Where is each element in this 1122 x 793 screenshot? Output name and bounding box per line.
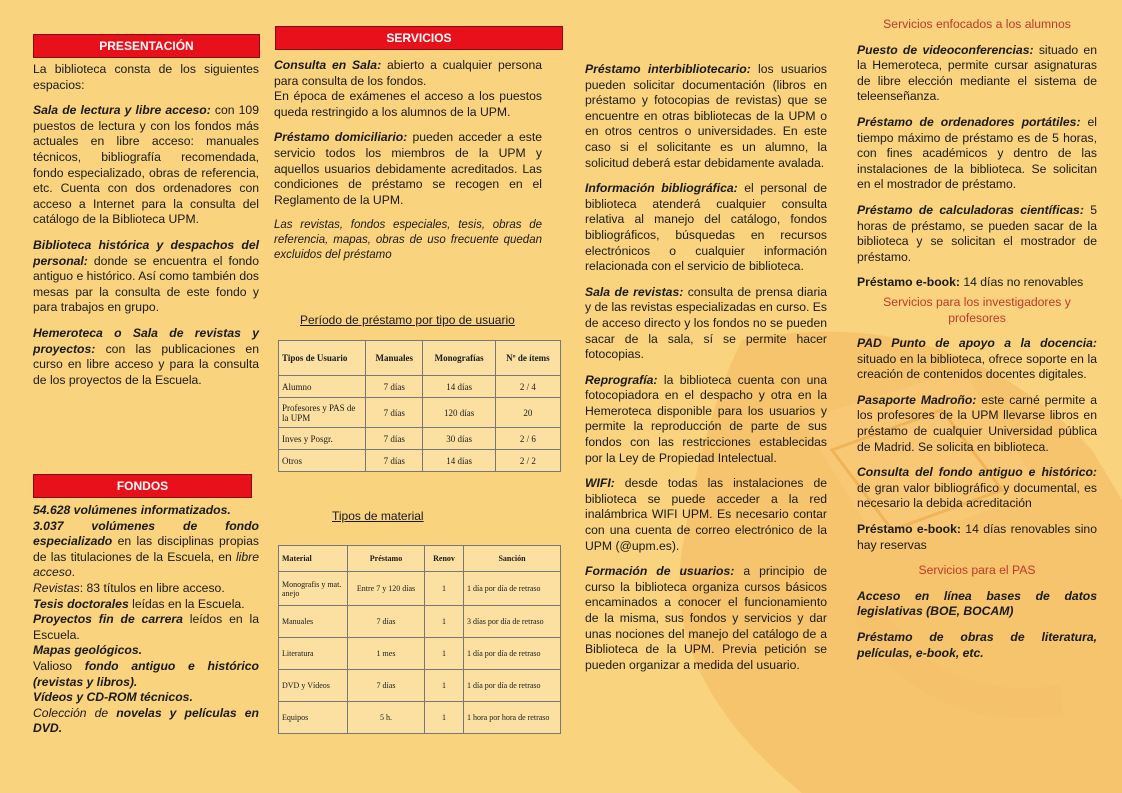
hemeroteca-paragraph [33,326,259,388]
table-cell: 3 días por día de retraso [464,606,561,638]
table-cell: Otros [279,450,366,472]
table-cell: 2 / 2 [495,450,560,472]
fondos-item [33,659,259,690]
table-cell: 30 días [423,428,495,450]
investigadores-section-title: Servicios para los investigadores y profesores [883,294,1071,325]
table-cell: 1 mes [348,638,425,670]
table-row [279,398,561,428]
fondos-novelas: novelas y películas en DVD. [33,705,259,736]
table-row [279,428,561,450]
servicios-section [274,58,542,273]
fondos-volumenes: 54.628 volúmenes informatizados. [33,503,231,517]
ebook-profesores-paragraph [857,522,1097,553]
interbibliotecario-text: los usuarios pueden solicitar documentación (libros en préstamo y fotocopias de revistas) que se encuentre en otras bibliotecas de la UPM o en otros centros o universidades. En este caso si el solicitante es un alumno, la solicitud deberá estar debidamente avalada. [585,62,827,170]
table-cell: 7 días [348,670,425,702]
wifi-paragraph [585,476,827,554]
alumnos-section-title: Servicios enfocados a los alumnos [883,17,1071,31]
table-header-cell: Renov [425,546,464,572]
fondos-videos: Vídeos y CD-ROM técnicos. [33,690,193,705]
material-types-table [278,545,561,734]
table-cell: 5 h. [348,702,425,734]
table-header-cell: Nº de ítems [495,341,560,376]
consulta-sala-paragraph-2: En época de exámenes el acceso a los puestos queda restringido a los alumnos de la UPM. [274,89,542,119]
wifi-label: WIFI: [585,476,615,491]
table-row [279,670,561,702]
table-cell: Entre 7 y 120 días [348,572,425,606]
table-cell: 7 días [366,450,423,472]
portatiles-label: Préstamo de ordenadores portátiles: [857,114,1081,129]
pasaporte-text: este carné permite a los profesores de la UPM llevarse libros en préstamo de cualquier Universidad pública de Madrid. Se solicita en biblioteca. [857,392,1097,454]
servicios-continued-section [585,62,827,683]
ebook-alumnos-paragraph [857,275,1097,291]
table-cell: Manuales [279,606,348,638]
table-header-cell: Préstamo [348,546,425,572]
fondos-item [33,643,259,659]
ebook-alumnos-label: Préstamo e-book: [857,275,960,290]
table-row [279,702,561,734]
pasaporte-label: Pasaporte Madroño: [857,392,977,407]
formacion-paragraph [585,564,827,673]
formacion-text: a principio de curso la biblioteca organiza cursos básicos encaminados a conocer el funcionamiento de la misma, sus fondos y servicios y dar unas nociones del manejo del catálogo de a Biblioteca de la UPM. Previa petición se pueden organizar a medida del usuario. [585,564,827,672]
table-row [279,638,561,670]
bases-datos-paragraph [857,589,1097,620]
table-row [279,606,561,638]
ebook-profesores-text: 14 días renovables sino hay reservas [857,522,1097,552]
sala-revistas-text: consulta de prensa diaria y de las revistas especializadas en curso. Es de acceso directo y los fondos no se pueden sacar de la sala, sí se permite hacer fotocopias. [585,284,827,362]
fondo-antiguo-text: de gran valor bibliográfico y documental, es necesario la debida acreditación [857,480,1097,511]
fondos-especializado-text: en las disciplinas propias de las titulaciones de la Escuela, en [33,534,259,564]
table-cell: Profesores y PAS de la UPM [279,398,366,428]
biblioteca-historica-label: Biblioteca histórica y despachos del personal: [33,237,259,268]
calculadoras-text: 5 horas de préstamo, se pueden sacar de la biblioteca y se solicitan el mostrador de préstamo. [857,202,1097,264]
table-header-cell: Sanción [464,546,561,572]
fondos-tesis-text: leídas en la Escuela. [128,596,245,611]
presentacion-banner: PRESENTACIÓN [33,34,260,58]
informacion-label: Información bibliográfica: [585,181,738,196]
table-cell: 1 [425,702,464,734]
fondos-item [33,597,259,613]
videoconferencias-paragraph [857,43,1097,105]
fondos-item [33,690,259,706]
interbibliotecario-label: Préstamo interbibliotecario: [585,62,751,76]
fondos-tesis-label: Tesis doctorales [33,596,129,611]
sala-lectura-text: con 109 puestos de lectura y con los fondos más actuales en libre acceso: manuales técnicos, bibliografía recomendada, fondo especializado, obras de referencia, etc. Cuenta con dos ordenadores con acceso a Internet para la consulta del catálogo de la Biblioteca UPM. [33,103,259,227]
pad-paragraph [857,336,1097,383]
hemeroteca-text: con las publicaciones en curso en libre acceso y para la consulta de los proyectos de la Escuela. [33,341,259,387]
table-header-row [279,546,561,572]
sala-lectura-paragraph [33,103,259,228]
table-cell: 1 [425,606,464,638]
wifi-text: desde todas las instalaciones de biblioteca se puede acceder a la red inalámbrica WIFI UPM. Es necesario contar con una cuenta de correo electrónico de la UPM (@upm.es). [585,476,827,553]
table-cell: 120 días [423,398,495,428]
fondo-antiguo-label: Consulta del fondo antiguo e histórico: [857,465,1097,480]
table-cell: 14 días [423,376,495,398]
formacion-label: Formación de usuarios: [585,564,735,579]
fondos-revistas-text: : 83 títulos en libre acceso. [79,580,225,595]
calculadoras-label: Préstamo de calculadoras científicas: [857,202,1084,217]
consulta-sala-paragraph [274,58,542,89]
pasaporte-paragraph [857,393,1097,455]
table-row [279,376,561,398]
prestamo-domiciliario-paragraph [274,130,542,208]
table-cell: Alumno [279,376,366,398]
fondos-proyectos-text: leídos en la Escuela. [33,612,259,642]
calculadoras-paragraph [857,203,1097,265]
table-cell: DVD y Vídeos [279,670,348,702]
reprografia-paragraph [585,373,827,467]
table-cell: 1 [425,572,464,606]
table-row [279,572,561,606]
portatiles-text: el tiempo máximo de préstamo es de 5 horas, con fines académicos y dentro de las instalaciones de la biblioteca. Se solicitan en el mostrador de préstamo. [857,114,1098,192]
interbibliotecario-paragraph [585,62,827,171]
table-cell: 1 [425,670,464,702]
table-header-cell: Tipos de Usuario [279,341,366,376]
sala-revistas-paragraph [585,285,827,363]
informacion-text: el personal de biblioteca atenderá cualquier consulta relativa al manejo del catálogo, fondos bibliográficos, búsquedas en recursos electrónicos o cualquier información relacionada con el servicio de biblioteca. [585,181,827,274]
pas-section-title: Servicios para el PAS [918,563,1036,578]
fondos-coleccion: Colección de [33,705,117,720]
fondos-valioso: Valioso [33,658,85,673]
table-cell: 7 días [366,428,423,450]
videoconferencias-label: Puesto de videoconferencias: [857,42,1034,57]
hemeroteca-label: Hemeroteca o Sala de revistas y proyectos: [33,325,259,356]
table-cell: Equipos [279,702,348,734]
prestamo-domiciliario-label: Préstamo domiciliario: [274,130,408,145]
reprografia-label: Reprografía: [585,372,658,387]
table-cell: 2 / 6 [495,428,560,450]
table-row [279,450,561,472]
biblioteca-historica-text: donde se encuentra el fondo antiguo e histórico. Así como también dos mesas par la consulta de este fondo y para trabajos en grupo. [33,253,259,315]
informacion-paragraph [585,181,827,275]
table-cell: 1 día por día de retraso [464,572,561,606]
table-cell: 14 días [423,450,495,472]
table1-caption: Período de préstamo por tipo de usuario [300,313,515,327]
ebook-alumnos-text: 14 días no renovables [959,275,1084,290]
fondo-antiguo-paragraph [857,465,1097,512]
fondos-especializado: 3.037 volúmenes de fondo especializado [33,518,259,549]
table-cell: 1 [425,638,464,670]
table2-caption: Tipos de material [332,509,424,523]
fondos-proyectos-label: Proyectos fin de carrera [33,612,183,627]
prestamo-domiciliario-text: pueden acceder a este servicio todos los miembros de la UPM y aquellos usuarios debidamente acreditados. Las condiciones de préstamo se recogen en el Reglamento de la UPM. [274,130,542,207]
table-cell: 20 [495,398,560,428]
table-cell: 7 días [366,398,423,428]
intro-text: La biblioteca consta de los siguientes espacios: [33,62,259,92]
exclusions-note: Las revistas, fondos especiales, tesis, obras de referencia, mapas, obras de uso frecuente quedan excluidos del préstamo [274,219,542,262]
obras-literatura-paragraph [857,630,1097,661]
fondos-item [33,612,259,643]
fondos-dot: . [71,565,76,580]
table-cell: 7 días [366,376,423,398]
fondos-item [33,503,259,519]
portatiles-paragraph [857,115,1097,193]
table-cell: 1 día por día de retraso [464,670,561,702]
fondos-mapas: Mapas geológicos. [33,643,143,658]
fondos-libre-acceso: libre acceso [33,549,259,580]
fondos-item [33,706,259,737]
fondos-section [33,503,259,737]
sala-revistas-label: Sala de revistas: [585,284,684,299]
biblioteca-historica-paragraph [33,238,259,316]
table-header-cell: Manuales [366,341,423,376]
consulta-sala-label: Consulta en Sala: [274,58,382,72]
consulta-sala-text: abierto a cualquier persona para consulta de los fondos. [274,58,543,88]
presentacion-section [33,62,259,398]
sala-lectura-label: Sala de lectura y libre acceso: [33,103,211,118]
bases-datos-text: Acceso en línea bases de datos legislativas (BOE, BOCAM) [857,588,1097,619]
pad-label: PAD Punto de apoyo a la docencia: [857,336,1097,351]
table-header-cell: Monografías [423,341,495,376]
table-header-row [279,341,561,376]
videoconferencias-text: situado en la Hemeroteca, permite cursar asignaturas de libre elección mediante el sistema de teleenseñanza. [857,42,1097,104]
fondos-revistas-label: Revistas [33,580,80,595]
table-cell: Monografis y mat. anejo [279,572,348,606]
pad-text: situado en la biblioteca, ofrece soporte en la creación de contenidos docentes digitales. [857,351,1097,382]
servicios-banner: SERVICIOS [275,26,563,50]
fondos-item [33,519,259,581]
loan-period-table [278,340,561,472]
table-cell: 7 días [348,606,425,638]
table-header-cell: Material [279,546,348,572]
fondos-item [33,581,259,597]
obras-literatura-text: Préstamo de obras de literatura, películas, e-book, etc. [857,630,1097,660]
table-cell: 1 día por día de retraso [464,638,561,670]
table-cell: 2 / 4 [495,376,560,398]
servicios-enfocados-section [857,17,1097,671]
table-cell: Literatura [279,638,348,670]
table-cell: 1 hora por hora de retraso [464,702,561,734]
fondos-antiguo: fondo antiguo e histórico (revistas y libros). [33,658,259,689]
fondos-banner: FONDOS [33,474,252,498]
ebook-profesores-label: Préstamo e-book: [857,522,961,537]
reprografia-text: la biblioteca cuenta con una fotocopiadora en el despacho y otra en la Hemeroteca disponible para los usuarios y permite la reproducción de parte de sus fondos con las restricciones establecidas por la Ley de Propiedad Intelectual. [585,372,827,465]
table-cell: Inves y Posgr. [279,428,366,450]
